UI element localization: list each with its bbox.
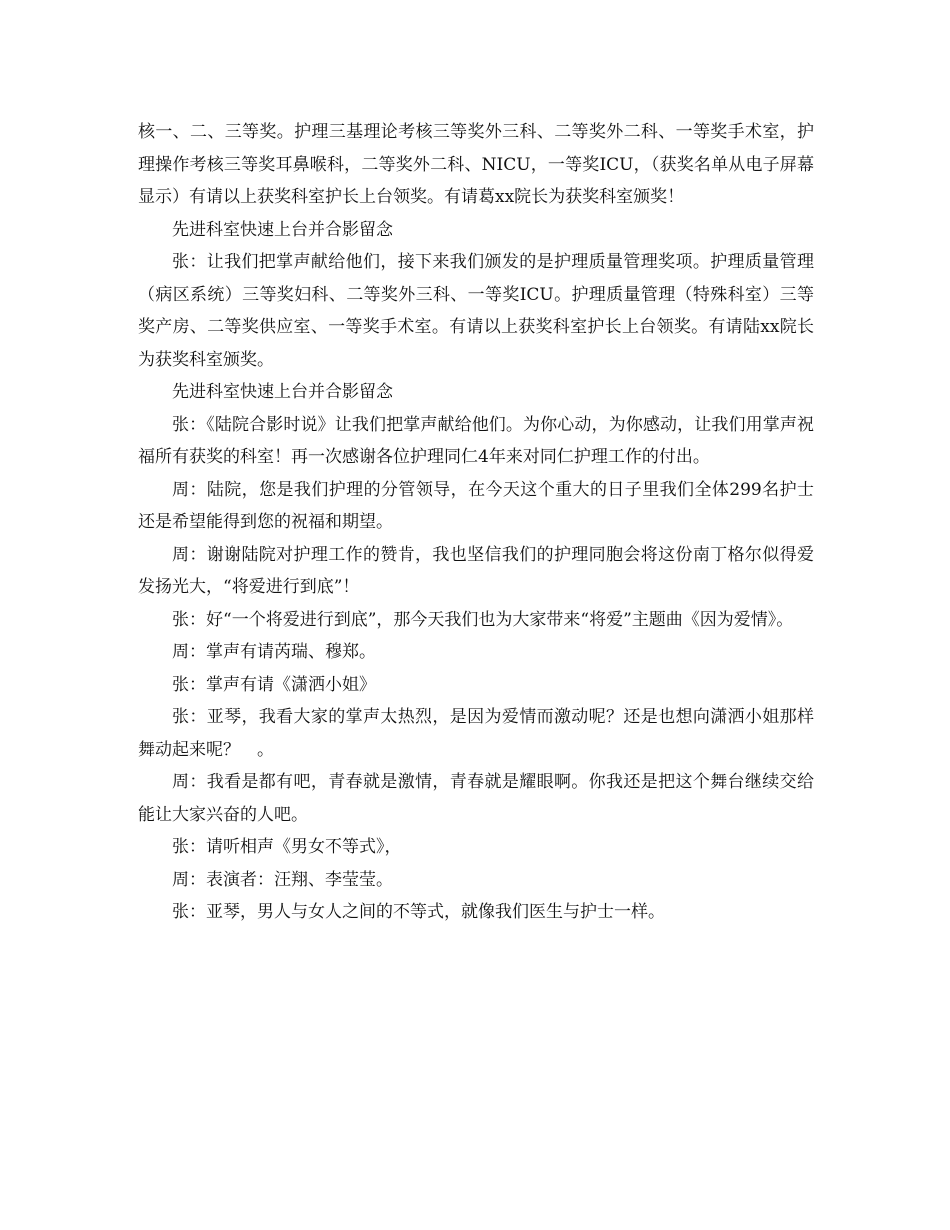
paragraph-2: 先进科室快速上台并合影留念 xyxy=(172,219,393,240)
paragraph-9: 周：掌声有请芮瑞、穆郑。 xyxy=(172,642,376,662)
document-body xyxy=(138,116,814,929)
paragraph-5: 张：《陆院合影时说》让我们把掌声献给他们。为你心动，为你感动，让我们用掌声祝福所有获奖的科室！再一次感谢各位护理同仁4年来对同仁护理工作的付出。 xyxy=(138,414,814,467)
paragraph-13: 张：请听相声《男女不等式》， xyxy=(172,837,402,857)
paragraph-8: 张：好“一个将爱进行到底”，那今天我们也为大家带来“将爱”主题曲《因为爱情》。 xyxy=(172,609,794,630)
paragraph-3: 张：让我们把掌声献给他们，接下来我们颁发的是护理质量管理奖项。护理质量管理（病区系统）三等奖妇科、二等奖外三科、一等奖ICU。护理质量管理（特殊科室）三等奖产房、二等奖供应室、一等奖手术室。有请以上获奖科室护长上台领奖。有请陆xx院长为获奖科室颁奖。 xyxy=(138,252,814,370)
paragraph-11: 张：亚琴，我看大家的掌声太热烈，是因为爱情而激动呢？还是也想向潇洒小姐那样舞动起来呢？ 。 xyxy=(138,707,814,760)
paragraph-6: 周：陆院，您是我们护理的分管领导，在今天这个重大的日子里我们全体299名护士还是希望能得到您的祝福和期望。 xyxy=(138,479,814,532)
paragraph-7: 周：谢谢陆院对护理工作的赞肯，我也坚信我们的护理同胞会将这份南丁格尔似得爱发扬光大，“将爱进行到底”！ xyxy=(138,544,814,597)
paragraph-1: 核一、二、三等奖。护理三基理论考核三等奖外三科、二等奖外二科、一等奖手术室，护理操作考核三等奖耳鼻喉科，二等奖外二科、NICU，一等奖ICU，（获奖名单从电子屏幕显示）有请以上获奖科室护长上台领奖。有请葛xx院长为获奖科室颁奖！ xyxy=(138,122,814,207)
paragraph-4: 先进科室快速上台并合影留念 xyxy=(172,382,393,402)
paragraph-15: 张：亚琴，男人与女人之间的不等式，就像我们医生与护士一样。 xyxy=(172,902,665,922)
paragraph-14: 周：表演者：汪翔、李莹莹。 xyxy=(172,869,393,890)
paragraph-10: 张：掌声有请《潇洒小姐》 xyxy=(172,674,376,695)
paragraph-12: 周：我看是都有吧，青春就是激情，青春就是耀眼啊。你我还是把这个舞台继续交给能让大家兴奋的人吧。 xyxy=(138,772,814,825)
